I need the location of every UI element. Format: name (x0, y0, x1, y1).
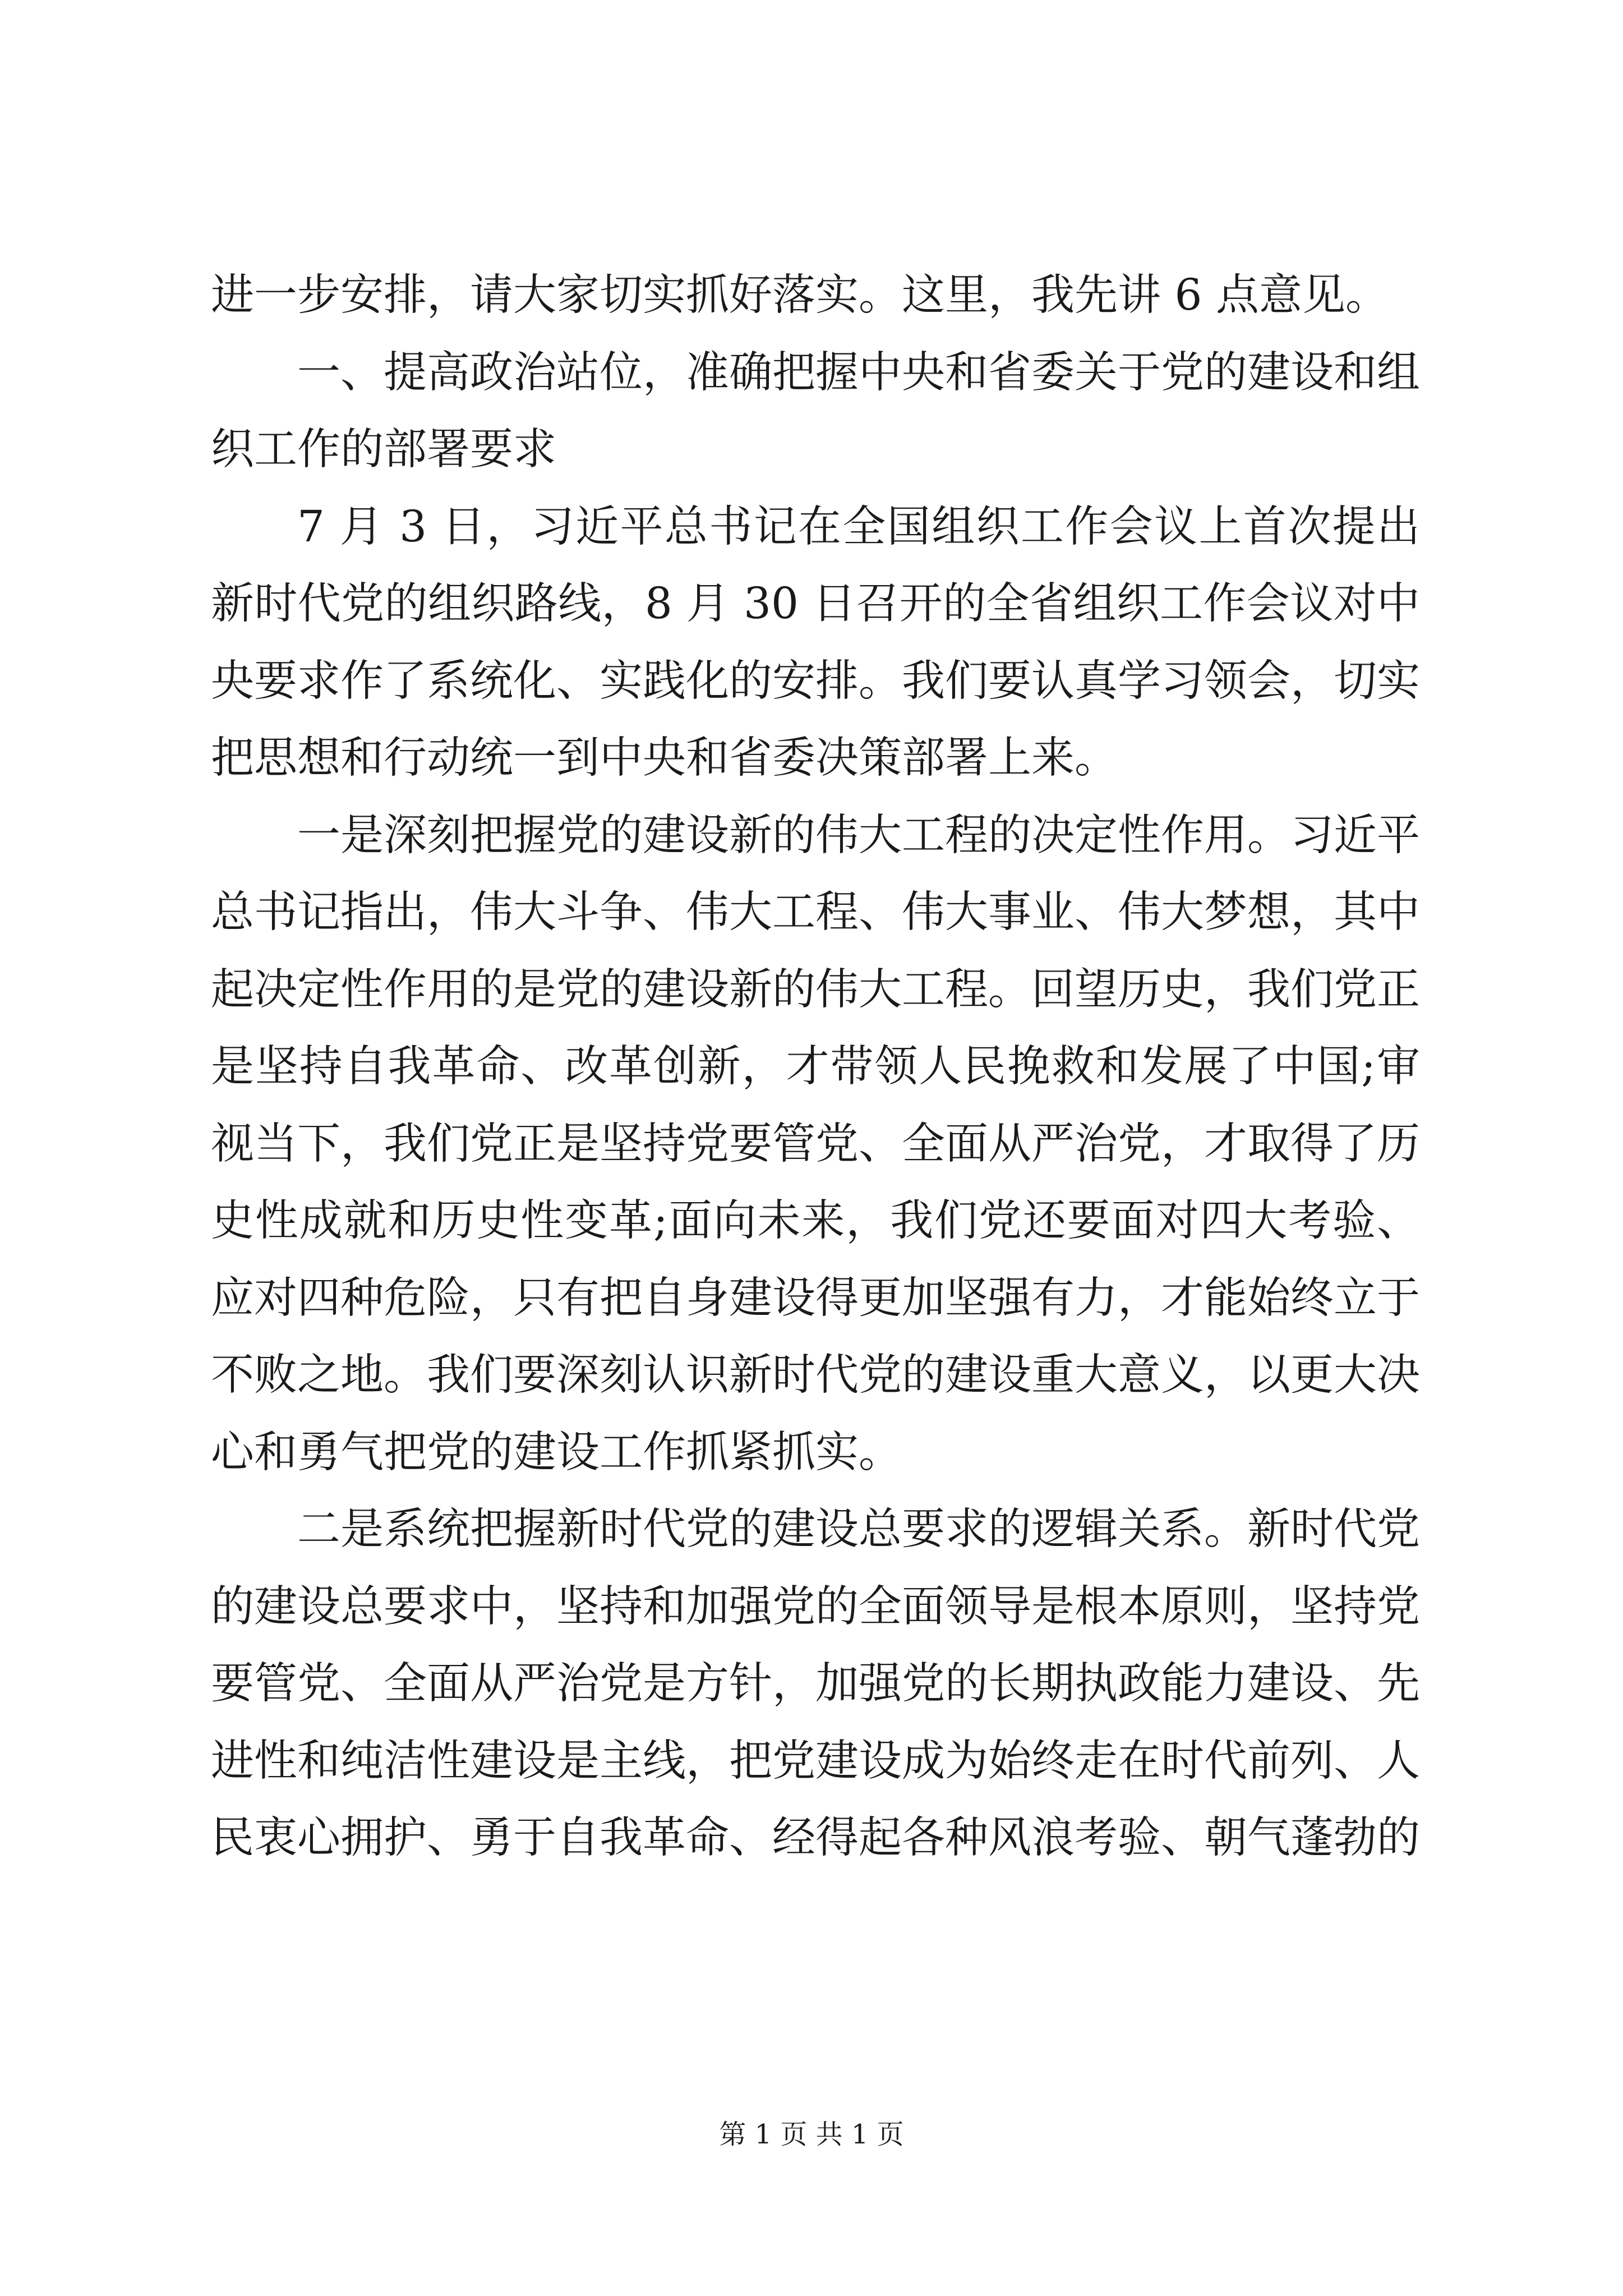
section-heading-1: 一、提高政治站位，准确把握中央和省委关于党的建设和组织工作的部署要求 (211, 347, 1420, 475)
paragraph-intro: 7 月 3 日，习近平总书记在全国组织工作会议上首次提出新时代党的组织路线，8 月 30 日召开的全省组织工作会议对中央要求作了系统化、实践化的安排。我们要认真学习领会，切实把思想和行动统一到中央和省委决策部署上来。 (211, 501, 1420, 783)
paragraph-point-1: 一是深刻把握党的建设新的伟大工程的决定性作用。习近平总书记指出，伟大斗争、伟大工程、伟大事业、伟大梦想，其中起决定性作用的是党的建设新的伟大工程。回望历史，我们党正是坚持自我革命、改革创新，才带领人民挽救和发展了中国;审视当下，我们党正是坚持党要管党、全面从严治党，才取得了历史性成就和历史性变革;面向未来，我们党还要面对四大考验、应对四种危险，只有把自身建设得更加坚强有力，才能始终立于不败之地。我们要深刻认识新时代党的建设重大意义，以更大决心和勇气把党的建设工作抓紧抓实。 (211, 810, 1420, 1478)
paragraph-point-2: 二是系统把握新时代党的建设总要求的逻辑关系。新时代党的建设总要求中，坚持和加强党的全面领导是根本原则，坚持党要管党、全面从严治党是方针，加强党的长期执政能力建设、先进性和纯洁性建设是主线，把党建设成为始终走在时代前列、人民衷心拥护、勇于自我革命、经得起各种风浪考验、朝气蓬勃的 (211, 1504, 1420, 1863)
paragraph-continuation: 进一步安排，请大家切实抓好落实。这里，我先讲 6 点意见。 (211, 270, 1389, 320)
page-footer: 第 1 页 共 1 页 (719, 2119, 904, 2150)
document-body (211, 257, 1420, 1877)
